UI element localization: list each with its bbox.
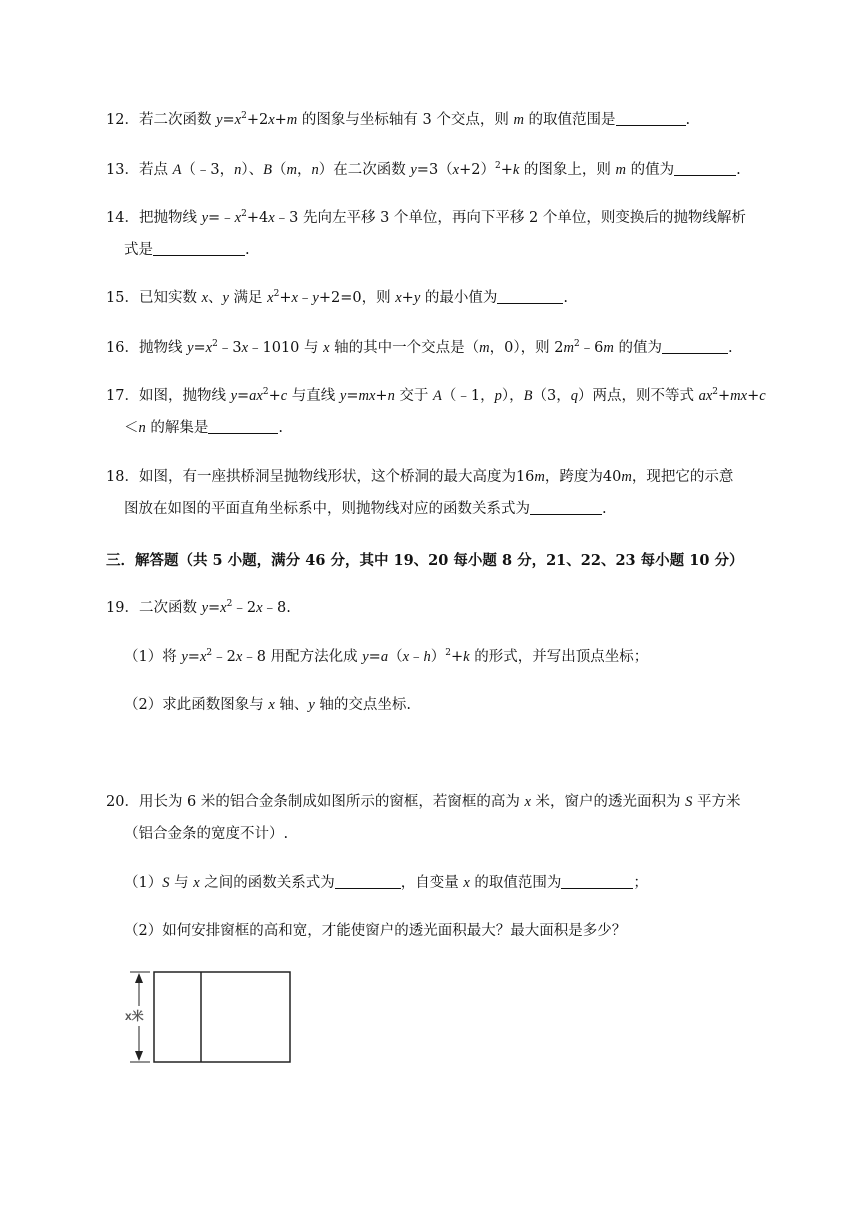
- question-19-part1: （1）将 $y=x^2﹣2x﹣8$ 用配方法化成 y=a（x﹣h）$^2$+k 的形式，并写出顶点坐标；: [124, 648, 649, 665]
- question-17-line2: ＜n 的解集是 .: [124, 420, 283, 436]
- question-20-part2: （2）如何安排窗框的高和宽，才能使窗户的透光面积最大？最大面积是多少？: [124, 923, 627, 939]
- answer-blank[interactable]: [153, 241, 245, 256]
- answer-blank[interactable]: [674, 161, 736, 176]
- question-13: 13．若点 A（﹣3，n）、B（m，n）在二次函数 $y=3(x+2)^2+k$ 的图象上，则 m 的值为 .: [106, 161, 741, 178]
- question-19: 19．二次函数 $y=x^2﹣2x﹣8$.: [106, 599, 291, 616]
- question-20-part1: （1）S 与 x 之间的函数关系式为 ，自变量 x 的取值范围为 ；: [124, 875, 648, 891]
- question-number: 14．: [106, 210, 139, 226]
- answer-blank[interactable]: [208, 419, 278, 434]
- arrow-down-icon: [135, 1051, 143, 1061]
- question-number: 20．: [106, 794, 139, 810]
- section-3-title: 三．解答题（共 5 小题，满分 46 分，其中 19、20 每小题 8 分，21、22、23 每小题 10 分）: [106, 552, 744, 569]
- question-12: 12．若二次函数 $y=x^2+2x+m$ 的图象与坐标轴有 3 个交点，则 m 的取值范围是 .: [106, 111, 691, 128]
- question-number: 18．: [106, 469, 139, 485]
- answer-blank[interactable]: [497, 289, 563, 304]
- dimension-label: x米: [125, 1009, 144, 1023]
- question-14-line2: 式是 .: [124, 242, 250, 258]
- answer-blank[interactable]: [335, 874, 401, 889]
- question-number: 12．: [106, 112, 139, 128]
- window-frame-outline: [154, 972, 290, 1062]
- question-20-line2: （铝合金条的宽度不计）.: [124, 826, 289, 842]
- question-number: 16．: [106, 340, 139, 356]
- question-16: 16．抛物线 $y=x^2﹣3x﹣1010$ 与 x 轴的其中一个交点是（m，0），则 $2m^2﹣6m$ 的值为 .: [106, 339, 733, 356]
- question-19-part2: （2）求此函数图象与 x 轴、y 轴的交点坐标.: [124, 697, 412, 713]
- question-number: 13．: [106, 162, 139, 178]
- question-number: 19．: [106, 600, 139, 616]
- question-14-line1: 14．把抛物线 $y=﹣x^2+4x﹣3$ 先向左平移 3 个单位，再向下平移 2 个单位，则变换后的抛物线解析: [106, 209, 746, 226]
- question-20-line1: 20．用长为 6 米的铝合金条制成如图所示的窗框，若窗框的高为 x 米，窗户的透光面积为 S 平方米: [106, 794, 741, 810]
- window-frame-figure: [120, 966, 300, 1070]
- question-number: 17．: [106, 388, 139, 404]
- question-18-line1: 18．如图，有一座拱桥洞呈抛物线形状，这个桥洞的最大高度为16m，跨度为40m，现把它的示意: [106, 469, 734, 485]
- answer-blank[interactable]: [561, 874, 633, 889]
- answer-blank[interactable]: [530, 500, 602, 515]
- arrow-up-icon: [135, 973, 143, 983]
- question-17-line1: 17．如图，抛物线 $y=ax^2+c$ 与直线 y=mx+n 交于 A（﹣1，p），B（3，q）两点，则不等式 $ax^2+mx+c$: [106, 387, 766, 404]
- answer-blank[interactable]: [616, 111, 686, 126]
- question-18-line2: 图放在如图的平面直角坐标系中，则抛物线对应的函数关系式为 .: [124, 501, 607, 517]
- answer-blank[interactable]: [662, 339, 728, 354]
- question-15: 15．已知实数 x、y 满足 $x^2+x﹣y+2=0$，则 x+y 的最小值为 .: [106, 289, 568, 306]
- question-number: 15．: [106, 290, 139, 306]
